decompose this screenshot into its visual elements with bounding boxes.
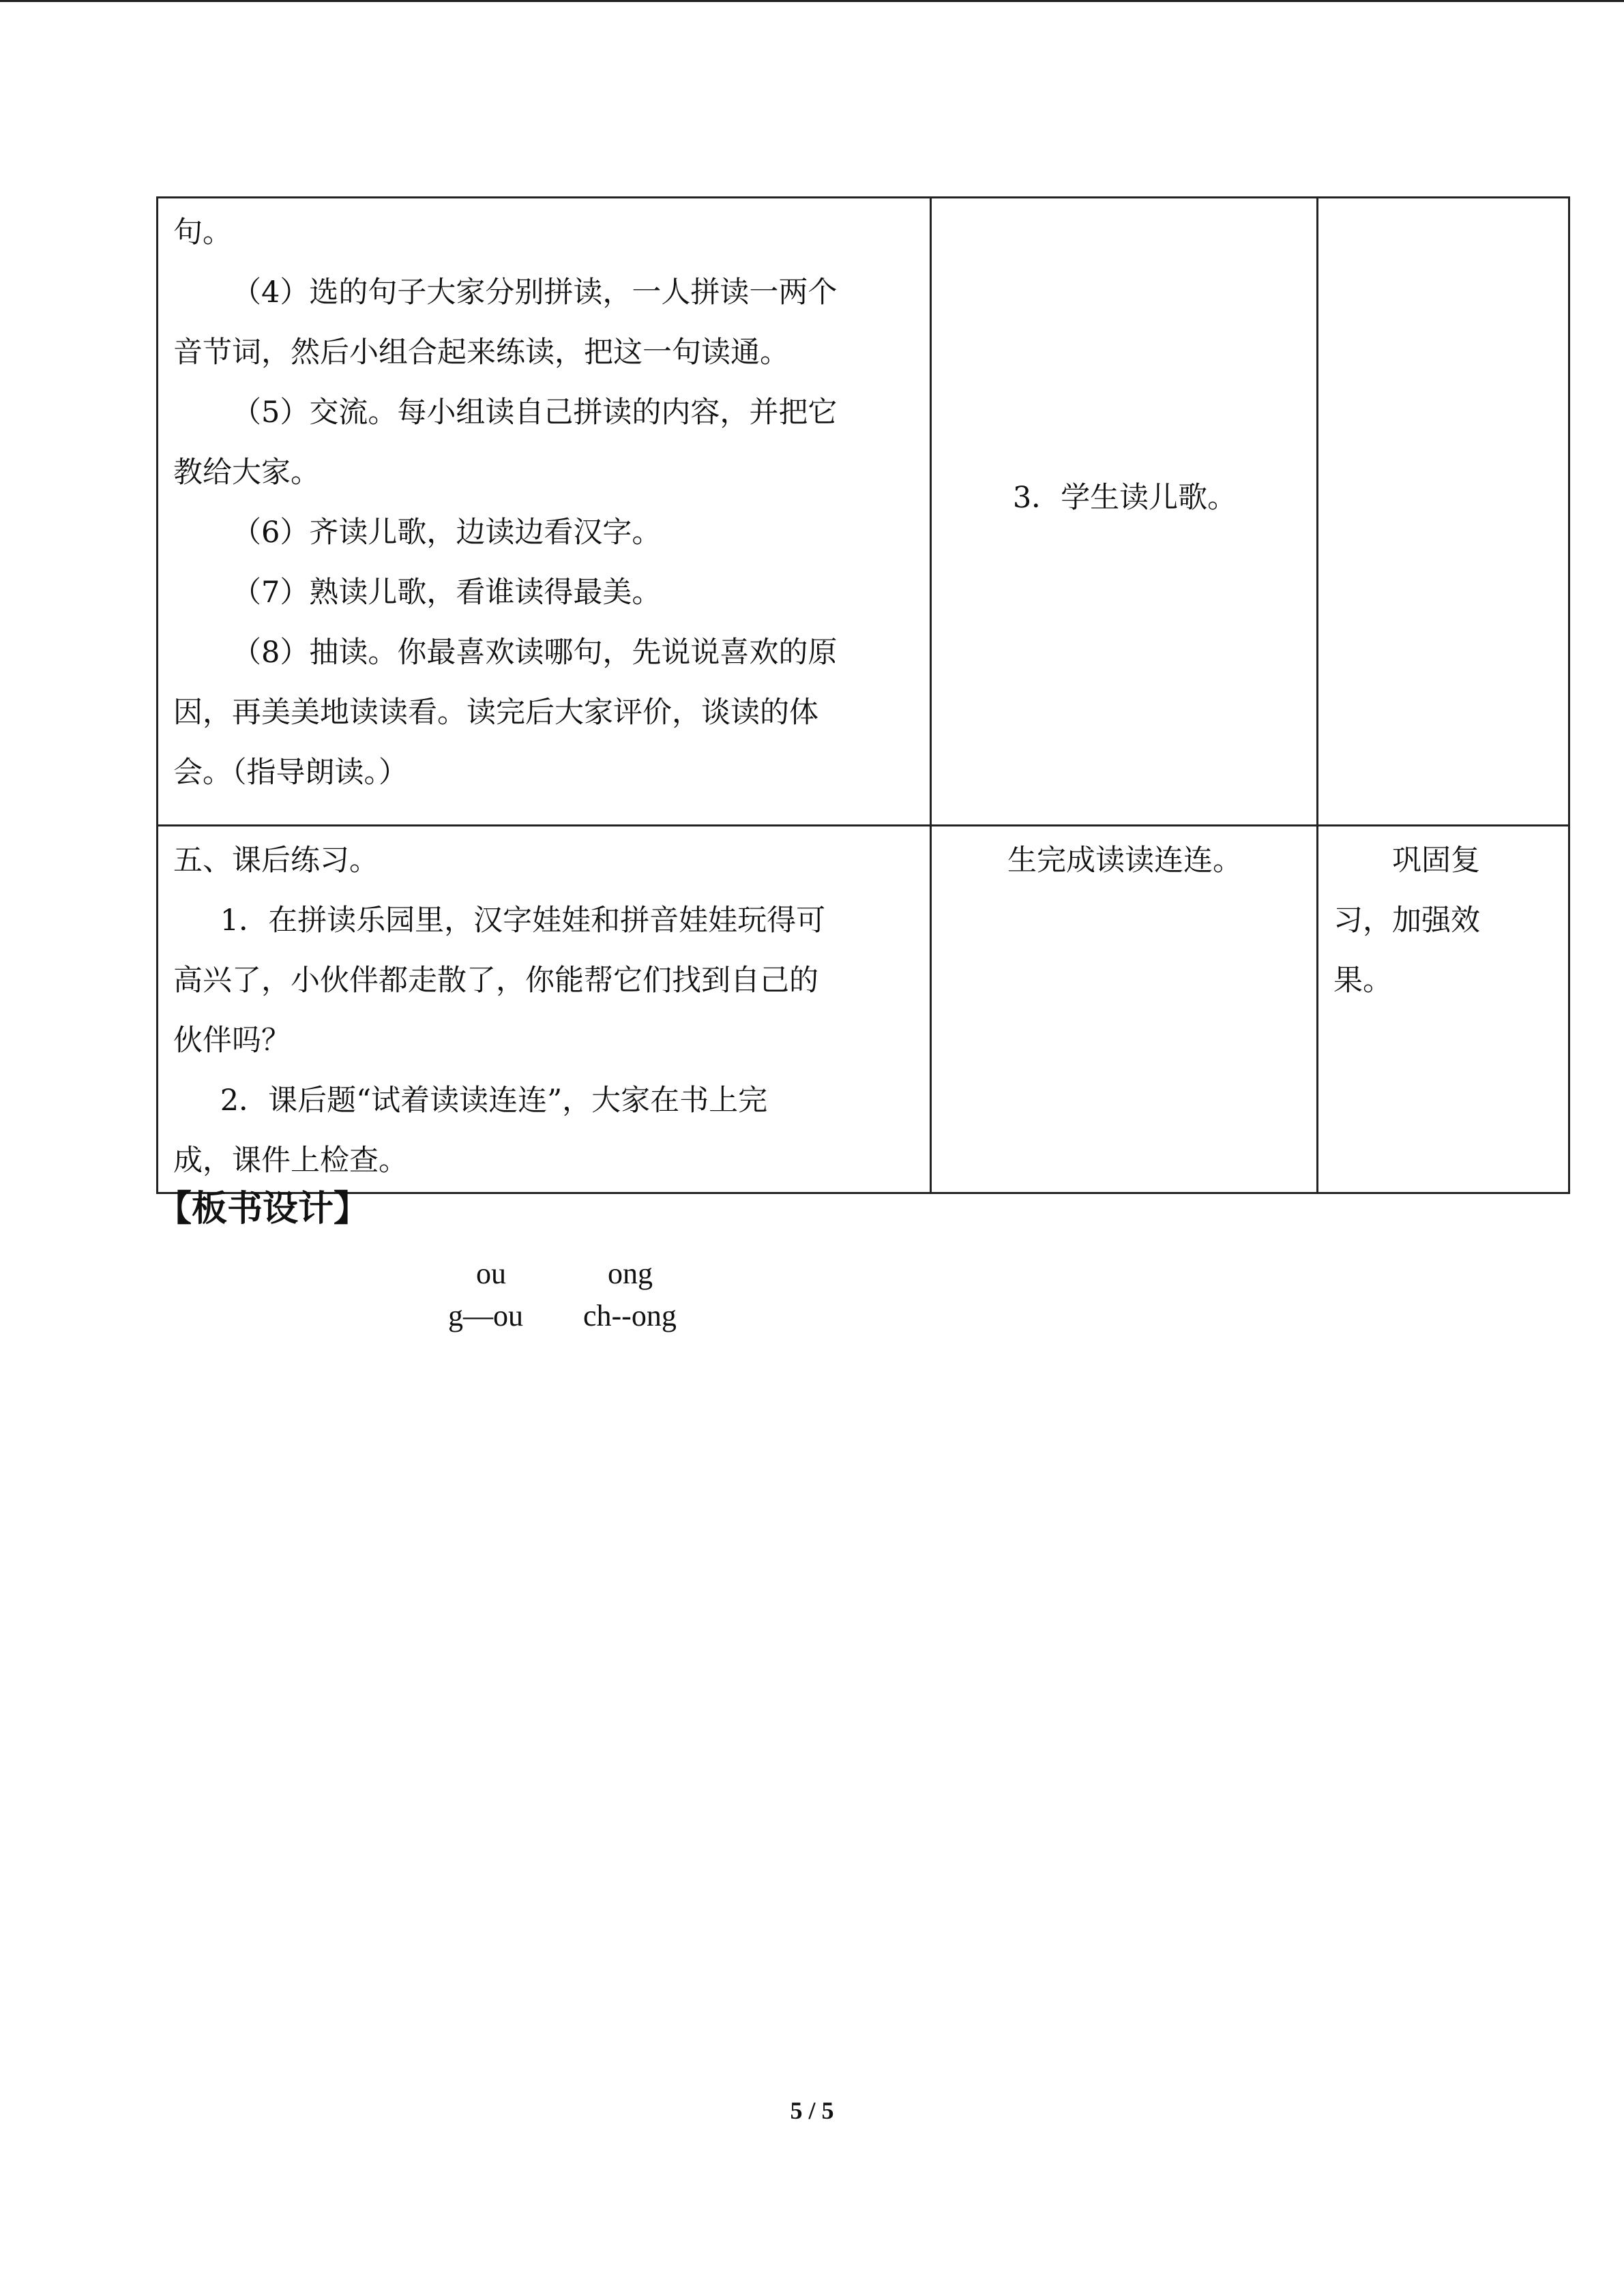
text-line: 果。 bbox=[1333, 964, 1392, 998]
design-intent-cell bbox=[1318, 198, 1569, 826]
design-intent-cell bbox=[1318, 826, 1569, 1193]
pinyin-ch-ong: ch--ong bbox=[583, 1299, 677, 1332]
teacher-activity-cell bbox=[158, 198, 931, 826]
lesson-plan-table bbox=[156, 196, 1570, 1194]
pinyin-ou: ou bbox=[476, 1257, 506, 1290]
text-line: 成，课件上检查。 bbox=[173, 1144, 408, 1178]
text-line: 会。（指导朗读。） bbox=[173, 756, 408, 790]
text-line: 2．课后题“试着读读连连”，大家在书上完 bbox=[220, 1084, 768, 1118]
student-activity-text: 3．学生读儿歌。 bbox=[1012, 481, 1237, 515]
page-top-rule bbox=[0, 0, 1624, 2]
text-line: （4）选的句子大家分别拼读，一人拼读一两个 bbox=[232, 275, 838, 310]
student-activity-cell bbox=[931, 826, 1318, 1193]
text-line: 1．在拼读乐园里，汉字娃娃和拼音娃娃玩得可 bbox=[220, 904, 826, 938]
student-activity-text: 生完成读读连连。 bbox=[1007, 844, 1242, 878]
table-row bbox=[158, 198, 1569, 826]
student-activity-cell bbox=[931, 198, 1318, 826]
text-line: 教给大家。 bbox=[173, 456, 320, 490]
table-row bbox=[158, 826, 1569, 1193]
text-line: 因，再美美地读读看。读完后大家评价，谈读的体 bbox=[173, 696, 818, 730]
text-line: 习，加强效 bbox=[1333, 904, 1480, 938]
text-line: 句。 bbox=[173, 215, 232, 250]
text-line: 伙伴吗？ bbox=[173, 1024, 291, 1058]
board-design-heading: 【板书设计】 bbox=[156, 1188, 370, 1229]
pinyin-ong: ong bbox=[608, 1257, 653, 1290]
teacher-activity-cell bbox=[158, 826, 931, 1193]
text-line: 五、课后练习。 bbox=[173, 844, 379, 878]
text-line: （5）交流。每小组读自己拼读的内容，并把它 bbox=[232, 396, 838, 430]
text-line: （6）齐读儿歌，边读边看汉字。 bbox=[232, 516, 662, 550]
page-number: 5 / 5 bbox=[790, 2097, 834, 2124]
text-line: （8）抽读。你最喜欢读哪句，先说说喜欢的原 bbox=[232, 636, 838, 670]
text-line: （7）熟读儿歌，看谁读得最美。 bbox=[232, 576, 662, 610]
text-line: 高兴了，小伙伴都走散了，你能帮它们找到自己的 bbox=[173, 964, 818, 998]
pinyin-g-ou: g—ou bbox=[448, 1299, 523, 1332]
text-line: 巩固复 bbox=[1392, 844, 1480, 878]
text-line: 音节词，然后小组合起来练读，把这一句读通。 bbox=[173, 336, 789, 370]
